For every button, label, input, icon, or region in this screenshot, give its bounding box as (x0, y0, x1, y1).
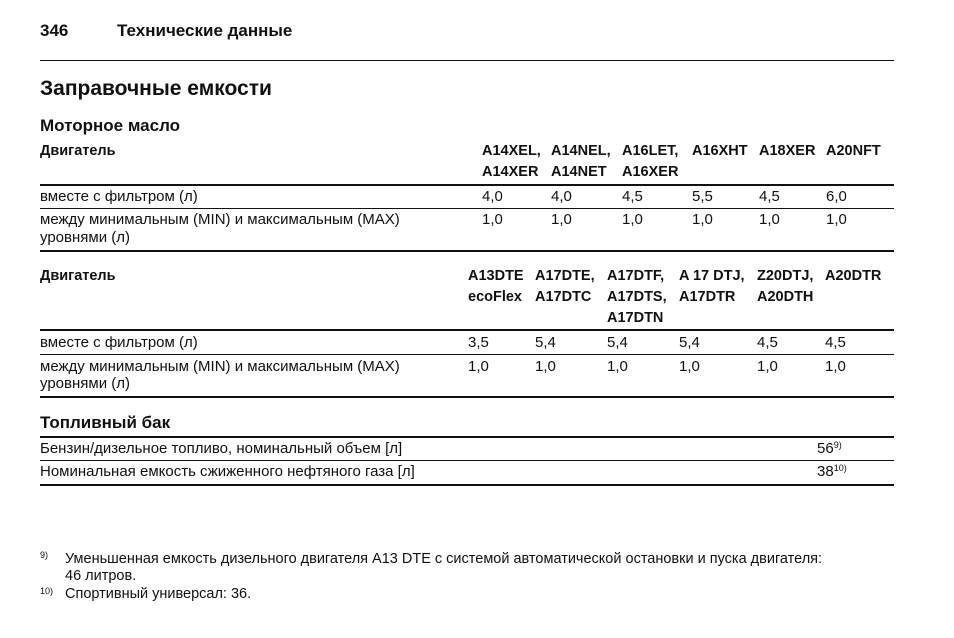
engine-column-header: A16XER (622, 164, 679, 180)
engine-column-header: A14NET (551, 164, 607, 180)
engine-oil-heading: Моторное масло (40, 116, 181, 135)
row-label: вместе с фильтром (л) (40, 334, 198, 351)
table-cell: 3,5 (468, 334, 489, 351)
table-cell: 4,5 (757, 334, 778, 351)
engine-column-header: A18XER (759, 143, 816, 159)
row-label: между минимальным (MIN) и максимальным (MAX) (40, 358, 400, 375)
row-divider (40, 208, 894, 209)
table-rule (40, 396, 894, 398)
table-cell: 5,4 (679, 334, 700, 351)
table-cell: 1,0 (679, 358, 700, 375)
table-cell: 38$^{10)}$ (817, 463, 847, 480)
table-rule (40, 250, 894, 252)
table-cell: 1,0 (759, 211, 780, 228)
row-label: уровнями (л) (40, 375, 130, 392)
row-label: уровнями (л) (40, 229, 130, 246)
footnote-ref: 9) (833, 440, 842, 450)
running-title: Технические данные (117, 21, 293, 40)
table-cell: 1,0 (825, 358, 846, 375)
engine-column-header: A 17 DTJ, (679, 268, 745, 284)
table-rule (40, 436, 894, 438)
table-rule (40, 329, 894, 331)
engine-column-header: ecoFlex (468, 289, 522, 305)
table-cell: 4,5 (759, 188, 780, 205)
footnote-text: Спортивный универсал: 36. (65, 586, 252, 602)
table-cell: 1,0 (607, 358, 628, 375)
engine-column-header: A17DTE, (535, 268, 595, 284)
table-label: Двигатель (40, 143, 116, 159)
engine-column-header: A17DTF, (607, 268, 665, 284)
table-cell: 1,0 (468, 358, 489, 375)
row-label: между минимальным (MIN) и максимальным (MAX) (40, 211, 400, 228)
engine-column-header: Z20DTJ, (757, 268, 814, 284)
engine-column-header: A20NFT (826, 143, 881, 159)
engine-column-header: A14XER (482, 164, 539, 180)
table-cell: 1,0 (551, 211, 572, 228)
engine-column-header: A17DTC (535, 289, 592, 305)
footnote-ref: 10) (833, 463, 847, 473)
engine-column-header: A17DTS, (607, 289, 667, 305)
table-cell: 1,0 (622, 211, 643, 228)
row-label: Бензин/дизельное топливо, номинальный объем [л] (40, 440, 403, 457)
table-cell: 4,5 (825, 334, 846, 351)
row-label: вместе с фильтром (л) (40, 188, 198, 205)
engine-column-header: A17DTN (607, 310, 664, 326)
table-cell: 4,5 (622, 188, 643, 205)
engine-column-header: A17DTR (679, 289, 736, 305)
table-rule (40, 484, 894, 486)
engine-column-header: A14XEL, (482, 143, 541, 159)
row-divider (40, 460, 894, 461)
table-cell: 1,0 (757, 358, 778, 375)
table-cell: 6,0 (826, 188, 847, 205)
footnote-mark: 9) (40, 550, 49, 560)
table-cell: 1,0 (535, 358, 556, 375)
table-cell: 5,5 (692, 188, 713, 205)
table-cell: 5,4 (607, 334, 628, 351)
page-number: 346 (40, 21, 69, 40)
table-cell: 5,4 (535, 334, 556, 351)
engine-column-header: A13DTE (468, 268, 524, 284)
table-cell: 4,0 (482, 188, 503, 205)
table-cell: 1,0 (692, 211, 713, 228)
table-cell: 1,0 (482, 211, 503, 228)
footnote-mark: 10) (40, 586, 54, 596)
engine-column-header: A20DTH (757, 289, 814, 305)
table-cell: 4,0 (551, 188, 572, 205)
row-divider (40, 354, 894, 355)
section-title: Заправочные емкости (40, 77, 272, 100)
engine-column-header: A14NEL, (551, 143, 611, 159)
row-label: Номинальная емкость сжиженного нефтяного газа [л] (40, 463, 415, 480)
table-rule (40, 184, 894, 186)
table-cell: 56$^{9)}$ (817, 440, 842, 457)
header-divider (40, 60, 894, 61)
engine-column-header: A16XHT (692, 143, 748, 159)
footnote-text: 46 литров. (65, 568, 137, 584)
fuel-tank-heading: Топливный бак (40, 413, 171, 432)
engine-column-header: A20DTR (825, 268, 882, 284)
table-label: Двигатель (40, 268, 116, 284)
table-cell: 1,0 (826, 211, 847, 228)
engine-column-header: A16LET, (622, 143, 679, 159)
footnote-text: Уменьшенная емкость дизельного двигателя A13 DTE с системой автоматической остановки и пуска двигателя: (65, 551, 823, 567)
